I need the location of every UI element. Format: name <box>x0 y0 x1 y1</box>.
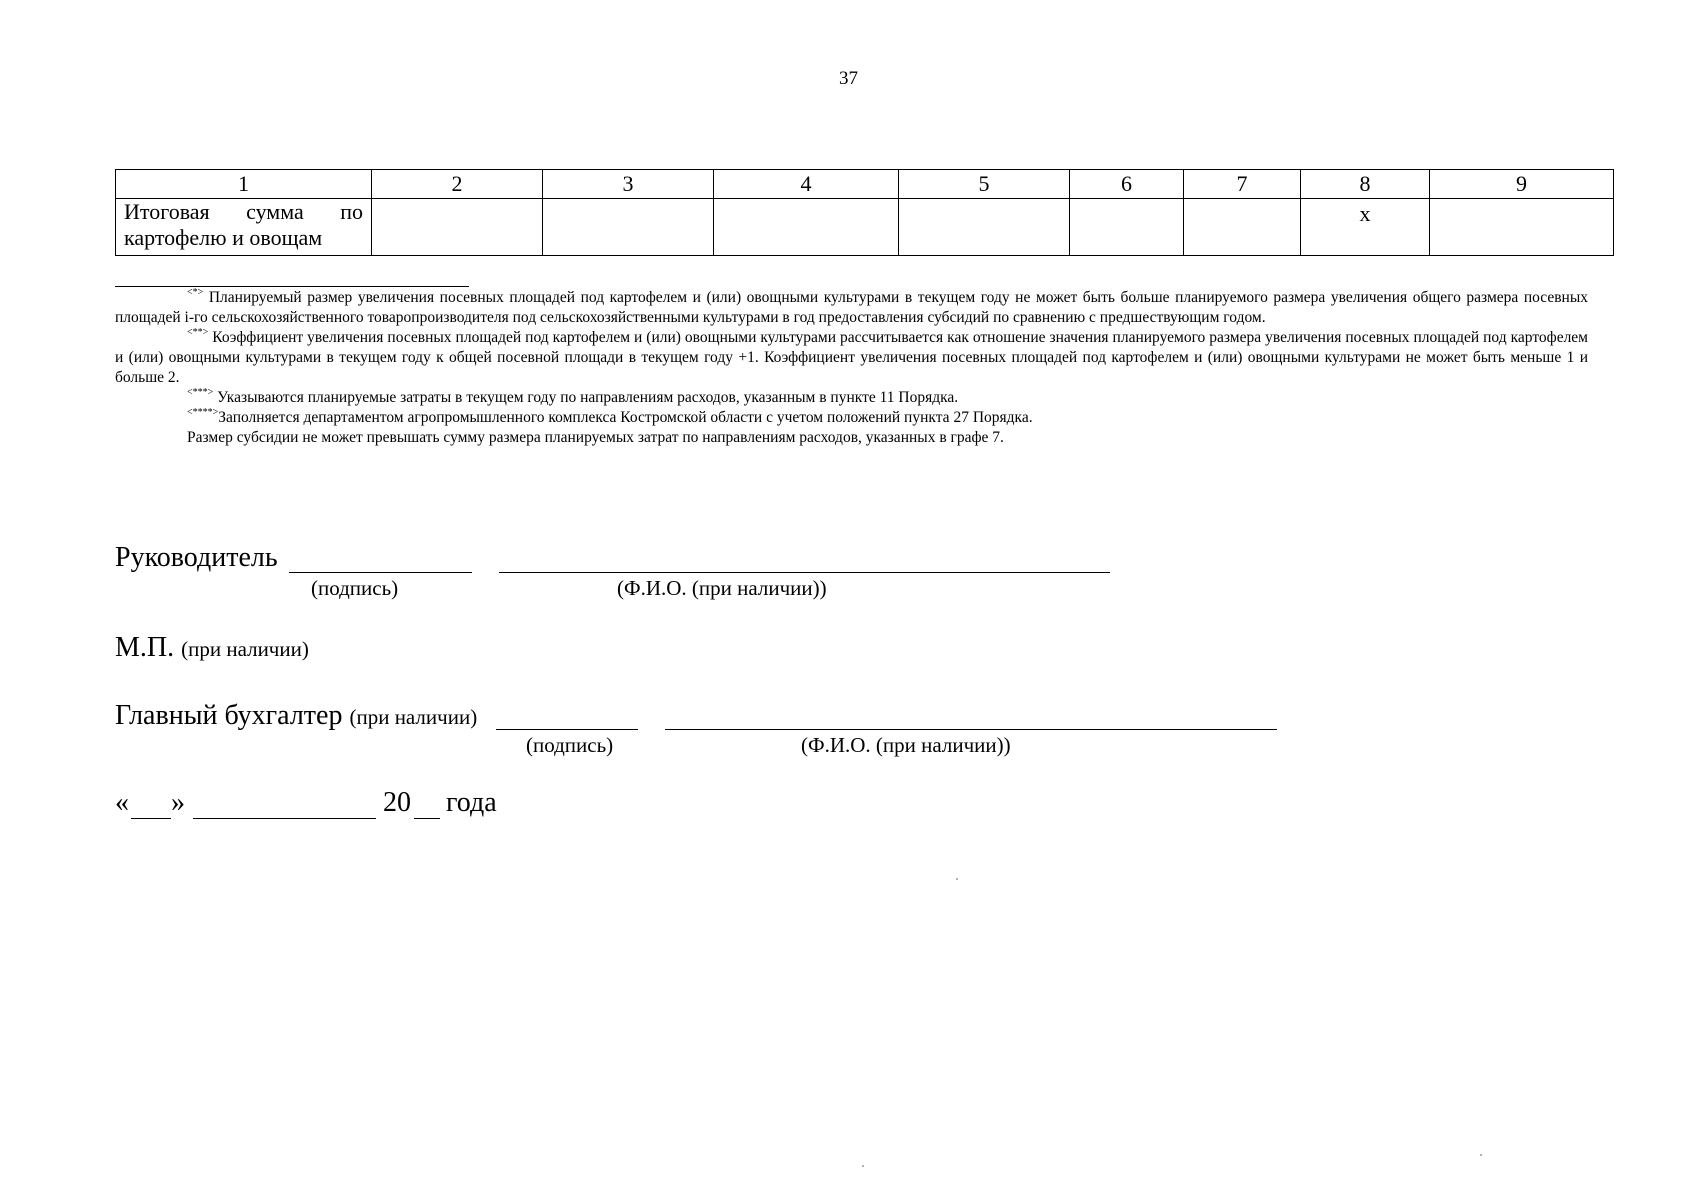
page-number: 37 <box>839 68 858 89</box>
accountant-signature-line <box>496 729 638 730</box>
column-number: 9 <box>1430 170 1614 199</box>
stamp-label: М.П. <box>115 632 175 663</box>
column-number: 1 <box>116 170 372 199</box>
column-number: 7 <box>1184 170 1301 199</box>
date-open-quote: « <box>115 787 129 818</box>
date-suffix: года <box>446 787 497 818</box>
column-number: 8 <box>1301 170 1430 199</box>
date-day-line <box>131 818 171 819</box>
footnote-mark: <*> <box>187 287 204 298</box>
footnote <box>115 408 1588 428</box>
scan-speck <box>1480 1154 1482 1156</box>
accountant-line <box>115 700 477 732</box>
accountant-signature-caption: (подпись) <box>526 733 614 757</box>
date-year-line <box>414 818 440 819</box>
column-number: 6 <box>1070 170 1184 199</box>
footnotes <box>115 288 1588 448</box>
footnote-text: Заполняется департаментом агропромышленного комплекса Костромской области с учетом положений пункта 27 Порядка. <box>218 409 1033 426</box>
table-cell <box>543 199 714 256</box>
column-number: 5 <box>899 170 1070 199</box>
column-number: 2 <box>372 170 543 199</box>
column-number: 3 <box>543 170 714 199</box>
name-caption: (Ф.И.О. (при наличии)) <box>617 576 827 600</box>
row-label: Итоговая сумма по картофелю и овощам <box>116 199 372 256</box>
scan-speck <box>956 878 958 880</box>
head-signature-line <box>289 572 472 573</box>
accountant-name-caption: (Ф.И.О. (при наличии)) <box>801 733 1011 757</box>
footnote-text: Указываются планируемые затраты в текущем году по направлениям расходов, указанным в пункте 11 Порядка. <box>213 389 959 406</box>
footnote-mark: <***> <box>187 387 214 398</box>
head-name-line <box>499 572 1110 573</box>
footnote-mark: <**> <box>187 327 209 338</box>
stamp-note: (при наличии) <box>181 637 309 661</box>
summary-table <box>115 169 1614 256</box>
table-cell <box>714 199 899 256</box>
table-cell <box>1430 199 1614 256</box>
footnote-text: Планируемый размер увеличения посевных площадей под картофелем и (или) овощными культурами в текущем году не может быть больше планируемого размера увеличения общего размера посевных площадей i-го сельскохозяйственного товаропроизводителя под сельскохозяйственными культурами в год предоставления субсидий по сравнению с предшествующим годом. <box>115 289 1588 326</box>
accountant-note: (при наличии) <box>349 705 478 729</box>
table-cell <box>899 199 1070 256</box>
footnote-divider <box>115 286 469 287</box>
footnote-mark: <****> <box>187 407 219 418</box>
head-label: Руководитель <box>115 542 278 573</box>
column-number: 4 <box>714 170 899 199</box>
accountant-label: Главный бухгалтер <box>115 700 343 731</box>
footnote-text: Коэффициент увеличения посевных площадей под картофелем и (или) овощными культурами рассчитывается как отношение значения планируемого размера увеличения посевных площадей под картофелем и (или) овощными культурами в текущем году к общей посевной площади в текущем году +1. Коэффициент увеличения посевных площадей под картофелем и (или) овощными культурами не может быть меньше 1 и больше 2. <box>115 329 1588 386</box>
table-cell <box>1184 199 1301 256</box>
footnote <box>115 328 1588 388</box>
scan-speck <box>862 1165 864 1167</box>
table-cell-x: x <box>1301 199 1430 256</box>
footnote <box>115 428 1588 448</box>
table-header-row <box>116 170 1614 199</box>
table-cell <box>1070 199 1184 256</box>
stamp-line <box>115 632 309 664</box>
signature-caption: (подпись) <box>311 576 399 600</box>
footnote-text: Размер субсидии не может превышать сумму размера планируемых затрат по направлениям расходов, указанных в графе 7. <box>187 429 1004 446</box>
date-close-quote: » <box>171 787 185 818</box>
table-row <box>116 199 1614 256</box>
accountant-name-line <box>665 729 1277 730</box>
footnote <box>115 388 1588 408</box>
footnote <box>115 288 1588 328</box>
date-month-line <box>193 818 376 819</box>
table-cell <box>372 199 543 256</box>
date-year-prefix: 20 <box>383 787 411 818</box>
